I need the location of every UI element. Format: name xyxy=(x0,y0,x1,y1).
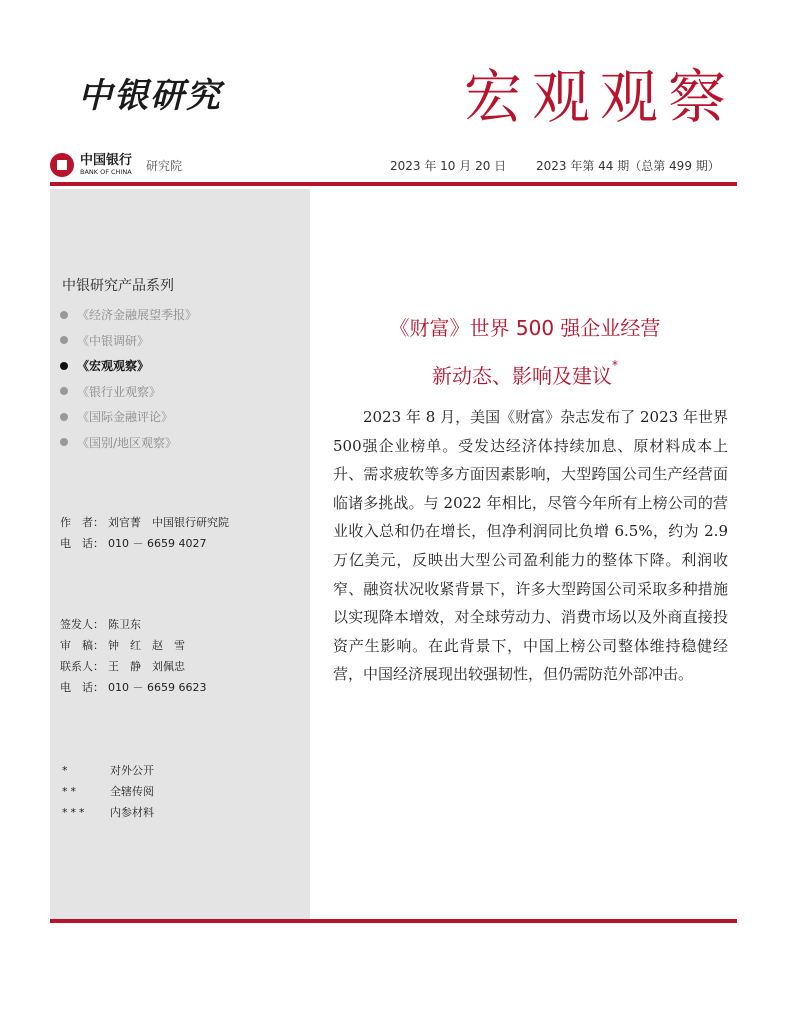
author-name: 刘官菁 中国银行研究院 xyxy=(108,516,229,529)
author-phone-row: 电 话： 010 － 6659 4027 xyxy=(60,533,229,554)
report-title: 宏观观察 xyxy=(463,63,736,131)
contact-names: 王 静 刘佩忠 xyxy=(108,660,185,673)
series-item-current: 《宏观观察》 xyxy=(60,353,197,379)
bullet-icon xyxy=(60,438,68,446)
series-item: 《经济金融展望季报》 xyxy=(60,302,197,328)
bullet-icon xyxy=(60,362,68,370)
classification-legend xyxy=(62,760,154,823)
legend-stars: ** xyxy=(62,785,79,798)
institute-label: 研究院 xyxy=(146,158,183,173)
reviewer-names: 钟 红 赵 雪 xyxy=(108,639,185,652)
issue-line xyxy=(390,157,720,174)
issue-date: 2023 年 10 月 20 日 xyxy=(390,159,507,173)
series-list xyxy=(60,302,197,455)
author-phone: 010 － 6659 4027 xyxy=(108,537,207,550)
contact-row: 联系人： 王 静 刘佩忠 xyxy=(60,656,206,677)
series-title: 中银研究产品系列 xyxy=(62,278,174,294)
brand-bar xyxy=(50,150,182,180)
article-headline-line2: 新动态、影响及建议* xyxy=(432,358,618,388)
signer-name: 陈卫东 xyxy=(108,618,141,631)
legend-stars: * xyxy=(62,764,71,777)
series-item: 《国际金融评论》 xyxy=(60,404,197,430)
issue-number: 2023 年第 44 期（总第 499 期） xyxy=(535,159,720,173)
legend-text: 对外公开 xyxy=(110,764,154,777)
header-divider xyxy=(50,182,737,186)
reviewer-row: 审 稿： 钟 红 赵 雪 xyxy=(60,635,206,656)
legend-stars: *** xyxy=(62,806,88,819)
contact-phone: 010 － 6659 6623 xyxy=(108,681,207,694)
editorial-info xyxy=(60,614,206,698)
legend-row xyxy=(62,760,154,781)
article-headline-line1: 《财富》世界 500 强企业经营 xyxy=(389,316,661,340)
legend-row xyxy=(62,781,154,802)
series-item: 《国别/地区观察》 xyxy=(60,430,197,456)
bullet-icon xyxy=(60,311,68,319)
bank-name xyxy=(80,154,132,176)
bank-of-china-logo-icon xyxy=(50,153,74,177)
contact-phone-row: 电 话： 010 － 6659 6623 xyxy=(60,677,206,698)
bank-name-en: BANK OF CHINA xyxy=(80,168,132,177)
series-item: 《中银调研》 xyxy=(60,328,197,354)
legend-text: 全辖传阅 xyxy=(110,785,154,798)
bank-name-cn: 中国银行 xyxy=(80,153,133,169)
series-item: 《银行业观察》 xyxy=(60,379,197,405)
article-body: 2023 年 8 月，美国《财富》杂志发布了 2023 年世界500强企业榜单。受发达经济体持续加息、原材料成本上升、需求疲软等多方面因素影响，大型跨国公司生产经营面临诸多挑战。与 2022 年相比，尽管今年所有上榜公司的营业收入总和仍在增长，但净利润同比负增 6.5%，约为 2.9 万亿美元，反映出大型公司盈利能力的整体下降。利润收窄、融资状况收紧背景下，许多大型跨国公司采取多种措施以实现降本增效，对全球劳动力、消费市场以及外商直接投资产生影响。在此背景下，中国上榜公司整体维持稳健经营，中国经济展现出较强韧性，但仍需防范外部冲击。 xyxy=(333,408,728,684)
bullet-icon xyxy=(60,413,68,421)
bullet-icon xyxy=(60,387,68,395)
legend-text: 内参材料 xyxy=(110,806,154,819)
author-row: 作 者： 刘官菁 中国银行研究院 xyxy=(60,512,229,533)
logo-calligraphy: 中银研究 xyxy=(78,76,222,116)
footer-divider xyxy=(50,919,737,923)
author-info xyxy=(60,512,229,554)
footnote-mark: * xyxy=(612,358,618,372)
bullet-icon xyxy=(60,336,68,344)
legend-row xyxy=(62,802,154,823)
signer-row: 签发人： 陈卫东 xyxy=(60,614,206,635)
